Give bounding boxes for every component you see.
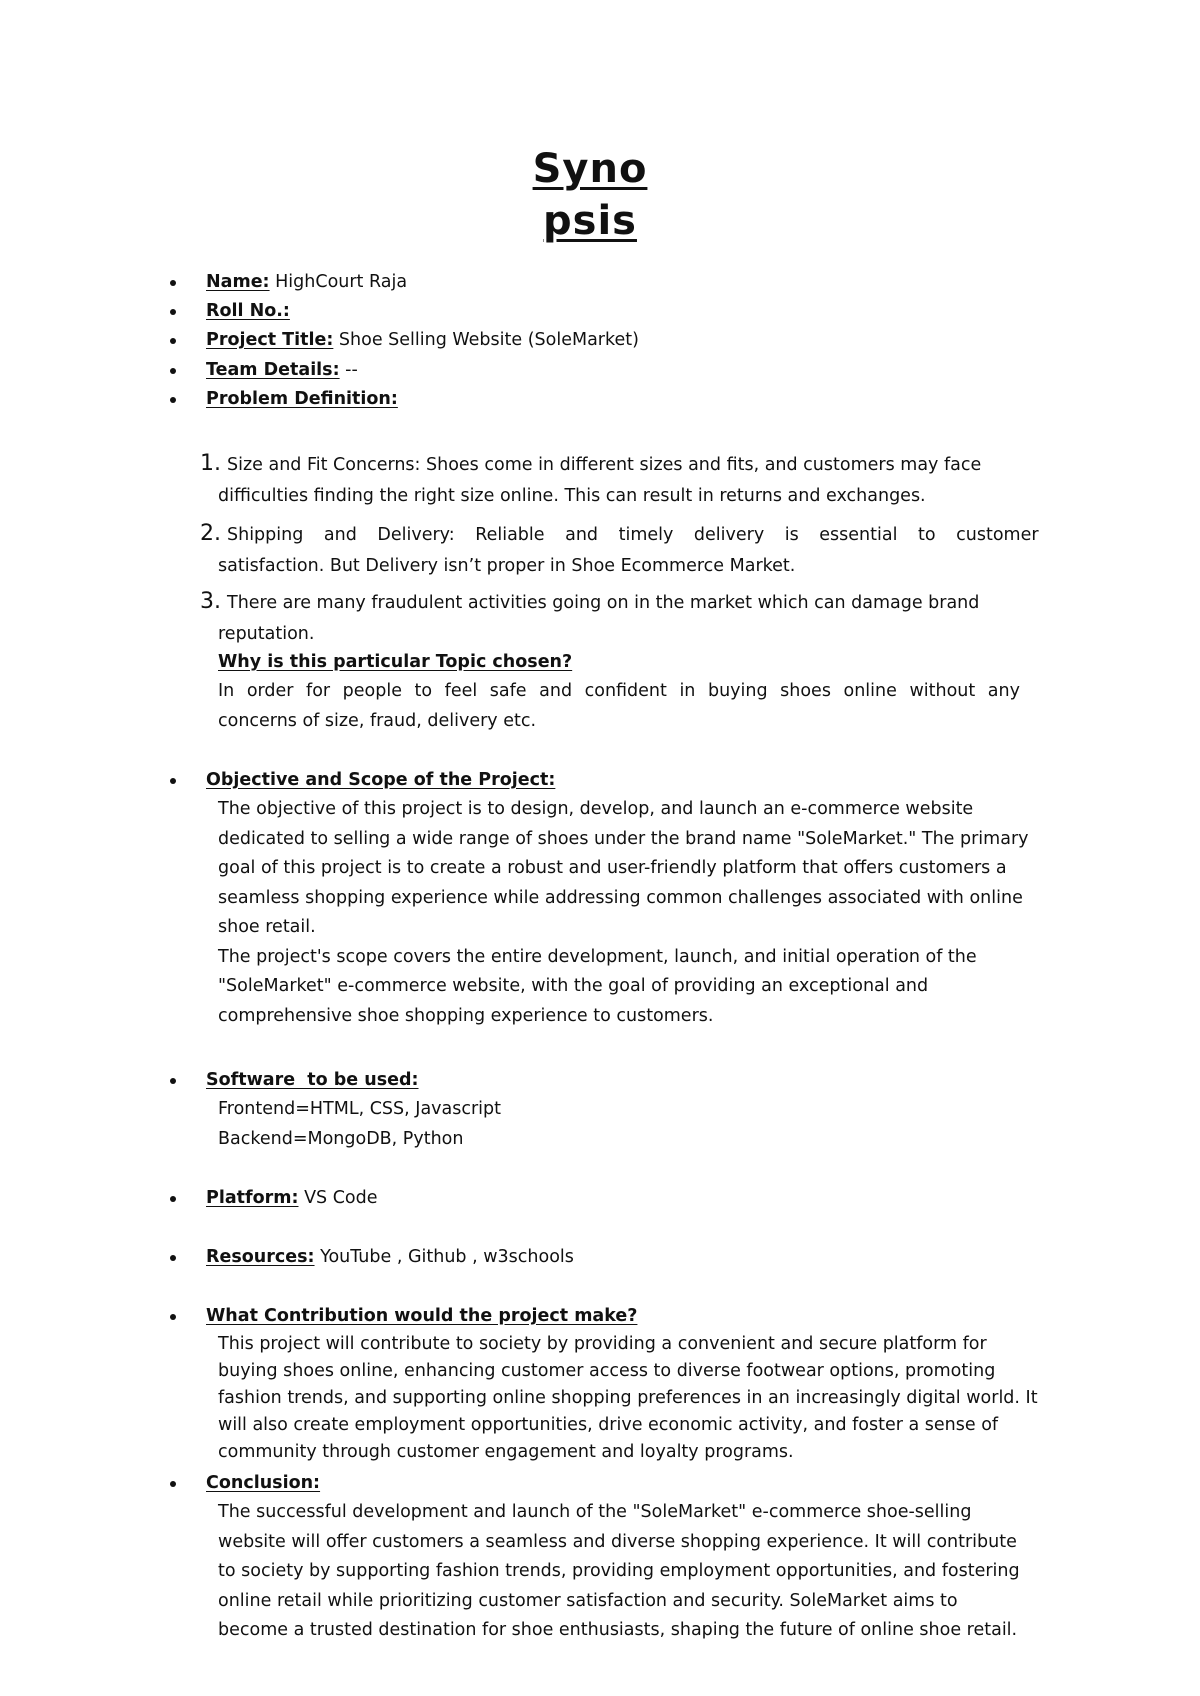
conclusion-line: to society by supporting fashion trends, providing employment opportunities, and fostering [218, 1561, 1020, 1581]
document-title-line-2: psis [543, 198, 637, 244]
problem-definition-label: Problem Definition: [206, 389, 398, 409]
contribution-line: fashion trends, and supporting online shopping preferences in an increasingly digital world. It [218, 1388, 1038, 1408]
why-topic-heading: Why is this particular Topic chosen? [218, 652, 573, 672]
item-number: 3. [200, 589, 221, 614]
bullet-resources [0, 1243, 1200, 1272]
resources-label: Resources: [206, 1247, 315, 1267]
problem-item-2 [200, 518, 1039, 582]
bullet-icon [170, 1481, 176, 1487]
software-backend: Backend=MongoDB, Python [218, 1128, 464, 1149]
team-details-value: -- [339, 360, 358, 380]
item-text-line-2: reputation. [218, 624, 315, 644]
resources-value: YouTube , Github , w3schools [314, 1247, 574, 1267]
item-text-line-1: Shipping and Delivery: Reliable and timely delivery is essential to customer [227, 525, 1039, 545]
bullet-icon [170, 309, 176, 315]
contribution-line: will also create employment opportunities, drive economic activity, and foster a sense of [218, 1415, 999, 1435]
team-details-label: Team Details: [206, 360, 340, 380]
contribution-line: community through customer engagement and loyalty programs. [218, 1442, 794, 1462]
objective-line: The objective of this project is to design, develop, and launch an e-commerce website [218, 799, 974, 819]
item-text-line-2: difficulties finding the right size online. This can result in returns and exchanges. [218, 486, 926, 506]
conclusion-line: The successful development and launch of the "SoleMarket" e-commerce shoe-selling [218, 1502, 972, 1522]
contribution-label: What Contribution would the project make? [206, 1306, 638, 1326]
bullet-software [0, 1066, 1200, 1095]
platform-value: VS Code [298, 1188, 378, 1208]
objective-line: The project's scope covers the entire development, launch, and initial operation of the [218, 946, 977, 967]
bullet-icon [170, 1078, 176, 1084]
item-text-line-1: There are many fraudulent activities going on in the market which can damage brand [227, 593, 980, 613]
bullet-icon [170, 1314, 176, 1320]
bullet-platform [0, 1184, 1200, 1213]
item-text-line-1: Size and Fit Concerns: Shoes come in different sizes and fits, and customers may face [227, 455, 982, 475]
objective-line: seamless shopping experience while addressing common challenges associated with online [218, 887, 1023, 908]
problem-item-1 [200, 448, 1020, 512]
bullet-objective [0, 766, 1200, 795]
problem-item-3 [200, 586, 1020, 650]
software-list [218, 1095, 1060, 1154]
item-number: 1. [200, 451, 221, 476]
contribution-line: This project will contribute to society by providing a convenient and secure platform for [218, 1334, 987, 1354]
bullet-icon [170, 1255, 176, 1261]
item-number: 2. [200, 521, 221, 546]
objective-line: comprehensive shoe shopping experience to customers. [218, 1005, 714, 1026]
objective-label: Objective and Scope of the Project: [206, 770, 556, 790]
name-label: Name: [206, 272, 270, 292]
conclusion-line: website will offer customers a seamless and diverse shopping experience. It will contribute [218, 1531, 1017, 1552]
objective-line: "SoleMarket" e-commerce website, with the goal of providing an exceptional and [218, 976, 929, 996]
document-title-line-1: Syno [532, 146, 648, 192]
roll-no-label: Roll No.: [206, 301, 290, 321]
objective-line: goal of this project is to create a robust and user-friendly platform that offers customers a [218, 858, 1007, 878]
bullet-icon [170, 338, 176, 344]
why-topic-paragraph [218, 677, 1060, 736]
conclusion-line: become a trusted destination for shoe enthusiasts, shaping the future of online shoe retail. [218, 1620, 1018, 1640]
bullet-icon [170, 397, 176, 403]
conclusion-line: online retail while prioritizing customer satisfaction and security. SoleMarket aims to [218, 1590, 958, 1611]
bullet-icon [170, 778, 176, 784]
objective-paragraph [218, 795, 1060, 1031]
bullet-roll-no [0, 297, 1200, 326]
why-topic-line-2: concerns of size, fraud, delivery etc. [218, 710, 537, 731]
platform-label: Platform: [206, 1188, 299, 1208]
bullet-name [0, 268, 1200, 297]
bullet-team-details [0, 356, 1200, 385]
bullet-icon [170, 368, 176, 374]
bullet-project-title [0, 326, 1200, 355]
conclusion-paragraph [218, 1498, 1060, 1646]
objective-line: shoe retail. [218, 917, 316, 937]
why-topic-line-1: In order for people to feel safe and confident in buying shoes online without any [218, 681, 1020, 701]
project-title-label: Project Title: [206, 330, 334, 350]
contribution-line: buying shoes online, enhancing customer access to diverse footwear options, promoting [218, 1361, 996, 1381]
contribution-paragraph [218, 1331, 1060, 1466]
software-frontend: Frontend=HTML, CSS, Javascript [218, 1099, 502, 1119]
bullet-conclusion [0, 1469, 1200, 1498]
software-label: Software to be used: [206, 1070, 419, 1090]
bullet-contribution [0, 1302, 1200, 1331]
bullet-problem-definition [0, 385, 1200, 414]
conclusion-label: Conclusion: [206, 1473, 321, 1493]
item-text-line-2: satisfaction. But Delivery isn’t proper in Shoe Ecommerce Market. [218, 556, 796, 576]
bullet-icon [170, 280, 176, 286]
name-value: HighCourt Raja [269, 272, 408, 292]
bullet-icon [170, 1196, 176, 1202]
objective-line: dedicated to selling a wide range of shoes under the brand name "SoleMarket." The primary [218, 828, 1029, 849]
project-title-value: Shoe Selling Website (SoleMarket) [333, 330, 639, 350]
